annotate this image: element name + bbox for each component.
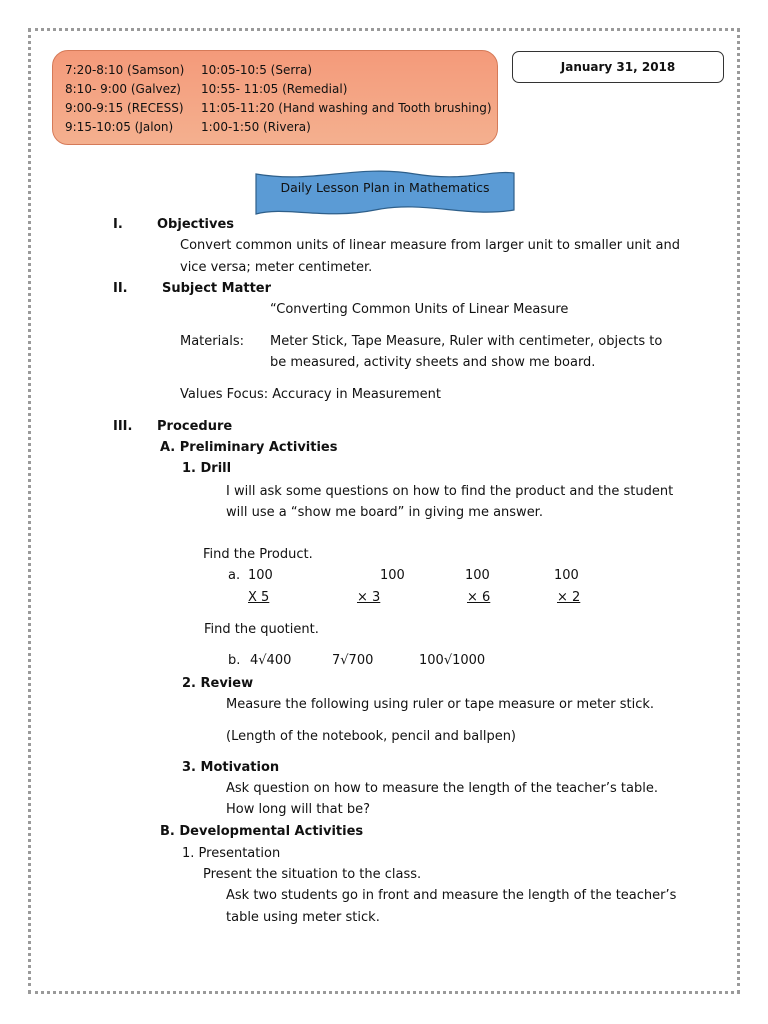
product-1-bottom: X 5 [248, 590, 270, 605]
drill-line1: I will ask some questions on how to find the product and the student [226, 484, 674, 499]
sec3-title: Procedure [157, 419, 233, 434]
materials-line1: Meter Stick, Tape Measure, Ruler with centimeter, objects to [270, 334, 663, 349]
motivation-title: 3. Motivation [182, 760, 280, 775]
find-product: Find the Product. [203, 547, 313, 562]
schedule-right-3: 11:05-11:20 (Hand washing and Tooth brushing) [201, 101, 492, 115]
schedule-right-4: 1:00-1:50 (Rivera) [201, 120, 311, 134]
drill-title: 1. Drill [182, 461, 232, 476]
materials-label: Materials: [180, 334, 244, 349]
preliminary-title: A. Preliminary Activities [160, 440, 338, 455]
product-2-bottom: × 3 [357, 590, 381, 605]
sec2-title: Subject Matter [162, 281, 272, 296]
drill-line2: will use a “show me board” in giving me answer. [226, 505, 543, 520]
quotient-2: 7√700 [332, 653, 374, 668]
sec2-number: II. [113, 281, 128, 296]
review-line1: Measure the following using ruler or tape measure or meter stick. [226, 697, 655, 712]
ask-line2: table using meter stick. [226, 910, 380, 925]
find-quotient: Find the quotient. [204, 622, 319, 637]
banner-title: Daily Lesson Plan in Mathematics [280, 180, 490, 195]
materials-line2: be measured, activity sheets and show me board. [270, 355, 596, 370]
schedule-right-2: 10:55- 11:05 (Remedial) [201, 82, 348, 96]
motivation-line2: How long will that be? [226, 802, 370, 817]
sec2-topic: “Converting Common Units of Linear Measure [270, 302, 569, 317]
developmental-title: B. Developmental Activities [160, 824, 364, 839]
product-a-label: a. [228, 568, 241, 583]
product-4-top: 100 [554, 568, 579, 583]
schedule-left-3: 9:00-9:15 (RECESS) [65, 101, 184, 115]
quotient-3: 100√1000 [419, 653, 486, 668]
sec1-line2: vice versa; meter centimeter. [180, 260, 373, 275]
present-line: Present the situation to the class. [203, 867, 422, 882]
product-1-top: 100 [248, 568, 273, 583]
product-4-bottom: × 2 [557, 590, 581, 605]
quotient-1: 4√400 [250, 653, 292, 668]
motivation-line1: Ask question on how to measure the length of the teacher’s table. [226, 781, 658, 796]
presentation-item: 1. Presentation [182, 846, 281, 861]
values-focus: Values Focus: Accuracy in Measurement [180, 387, 441, 402]
sec1-number: I. [113, 217, 123, 232]
product-3-top: 100 [465, 568, 490, 583]
product-2-top: 100 [380, 568, 405, 583]
schedule-right-1: 10:05-10:5 (Serra) [201, 63, 313, 77]
sec3-number: III. [113, 419, 133, 434]
sec1-line1: Convert common units of linear measure from larger unit to smaller unit and [180, 238, 680, 253]
product-3-bottom: × 6 [467, 590, 491, 605]
schedule-left-2: 8:10- 9:00 (Galvez) [65, 82, 181, 96]
sec1-title: Objectives [157, 217, 235, 232]
schedule-left-4: 9:15-10:05 (Jalon) [65, 120, 174, 134]
quotient-b-label: b. [228, 653, 241, 668]
ask-line1: Ask two students go in front and measure the length of the teacher’s [226, 888, 677, 903]
schedule-box [52, 50, 498, 145]
review-line2: (Length of the notebook, pencil and ballpen) [226, 729, 516, 744]
date-box: January 31, 2018 [512, 51, 724, 83]
review-title: 2. Review [182, 676, 254, 691]
schedule-left-1: 7:20-8:10 (Samson) [65, 63, 185, 77]
